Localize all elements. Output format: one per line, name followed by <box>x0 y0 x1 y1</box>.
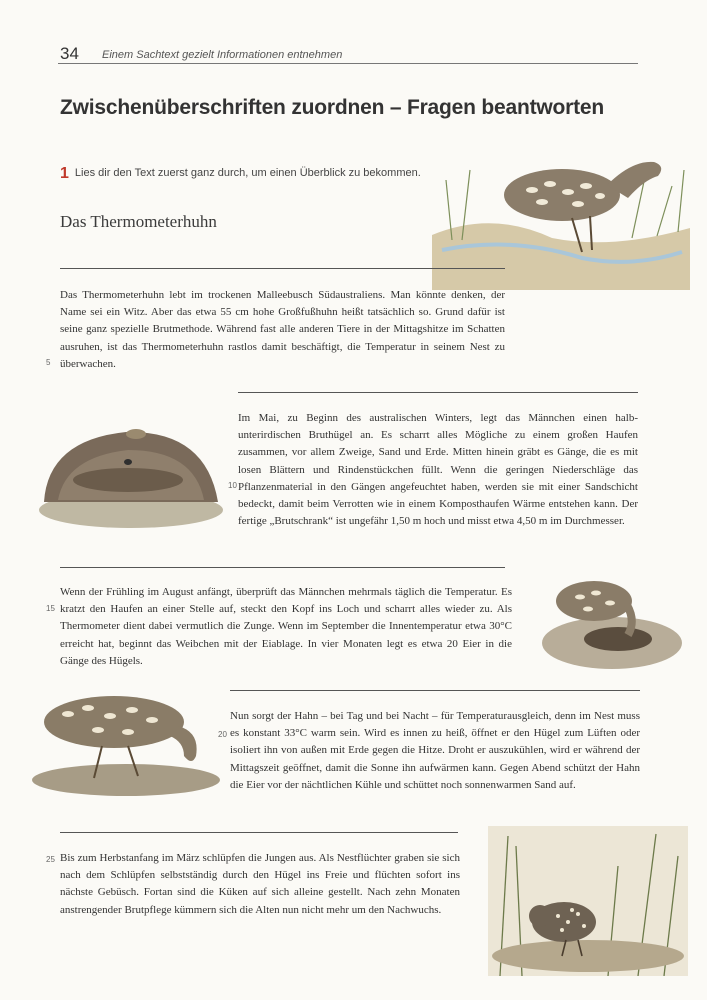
page-number: 34 <box>60 44 79 63</box>
task-number: 1 <box>60 165 69 182</box>
article-title: Das Thermometerhuhn <box>60 212 217 231</box>
line-number: 15 <box>46 604 55 613</box>
section-divider <box>230 690 640 691</box>
paragraph-1: Das Thermometerhuhn lebt im trockenen Malleebusch Südaustraliens. Man könnte denken, der Name sei ein Witz. Aber das etwa 55 cm hohe Großfußhuhn heißt tatsächlich so. Grund dafür ist seine ganz spezielle Brutmethode. Während fast alle anderen Tiere in der Mittagshitze im Schatten ausruhen, ist das Thermometerhuhn rastlos damit beschäftigt, die Temperatur in seinem Nest zu überwachen. <box>60 289 505 370</box>
paragraph-3: Wenn der Frühling im August anfängt, überprüft das Männchen mehrmals täglich die Temperatur. Es kratzt den Haufen an einer Stelle auf, steckt den Kopf ins Loch und scharrt alles wieder zu. Als Thermometer dient dabei vermutlich die Zunge. Wenn im September die Innentemperatur etwa 30°C erreicht hat, beginnt das Weibchen mit der Eiablage. In vier Monaten legt es etwa 20 Eier in die Gänge des Hügels. <box>60 586 512 667</box>
paragraph-2: Im Mai, zu Beginn des australischen Winters, legt das Männchen einen halb-unterirdischen Bruthügel an. Es scharrt alles Mögliche zu einem großen Haufen zusammen, vor allem Zweige, Sand und Erde. Mitten hinein gräbt es Gänge, die es mit losen Blättern und Rindenstückchen füllt. Wenn die geringen Niederschläge das Pflanzenmaterial in den Gängen angefeuchtet haben, werden sie mit einer Sandschicht bedeckt, damit beim Verrotten wie in einem Komposthaufen Wärme entstehen kann. Der fertige „Brutschrank“ ist ungefähr 1,50 m hoch und misst etwa 4,50 m im Durchmesser. <box>238 412 638 528</box>
section-divider <box>238 392 638 393</box>
nest-mound-illustration <box>36 402 226 532</box>
page-title: Zwischenüberschriften zuordnen – Fragen beantworten <box>60 96 605 119</box>
chick-illustration <box>488 826 688 976</box>
line-number: 5 <box>46 358 51 367</box>
section-divider <box>60 567 505 568</box>
section-divider <box>60 832 458 833</box>
task-text: Lies dir den Text zuerst ganz durch, um einen Überblick zu bekommen. <box>74 167 421 179</box>
line-number: 25 <box>46 855 55 864</box>
section-divider <box>60 268 505 269</box>
running-header: Einem Sachtext gezielt Informationen entnehmen <box>102 49 343 61</box>
line-number: 20 <box>218 730 227 739</box>
line-number: 10 <box>228 481 237 490</box>
paragraph-4: Nun sorgt der Hahn – bei Tag und bei Nacht – für Temperaturausgleich, denn im Nest muss es konstant 33°C warm sein. Wird es innen zu heiß, öffnet er den Hügel zum Lüften oder isoliert ihn von außen mit Erde gegen die Hitze. Droht er auszukühlen, wird er während der Mittagszeit geöffnet, damit die Sonne ihn aufwärmen kann. Gegen Abend schützt der Hahn die Eier vor der nächtlichen Kühle und schüttet noch sonnenwarmen Sand auf. <box>230 710 640 791</box>
header-divider <box>58 63 638 64</box>
bird-scratching-illustration <box>28 670 224 800</box>
paragraph-5: Bis zum Herbstanfang im März schlüpfen die Jungen aus. Als Nestflüchter graben sie sich nach dem Schlüpfen selbstständig durch den Hügel ins Freie und flüchten sofort ins nächste Gebüsch. Fortan sind die Küken auf sich alleine gestellt. Nach zehn Monaten anstrengender Brutpflege kümmern sich die Alten nun nicht mehr um den Nachwuchs. <box>60 852 460 916</box>
task-instruction <box>60 165 421 183</box>
bird-digging-illustration <box>532 563 692 673</box>
